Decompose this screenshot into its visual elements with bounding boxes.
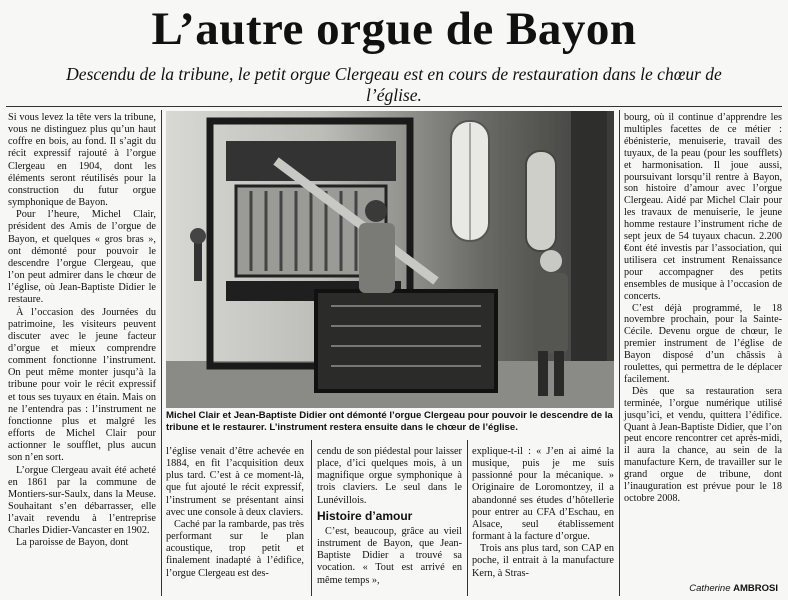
paragraph: C’est déjà programmé, le 18 novembre prochain, pour la Sainte-Cécile. Devenu orgue de chœur, le premier instrument de l’église de Bayon disposé d’un châssis à roulettes, qui permettra de le déplacer facilement. (624, 302, 782, 385)
paragraph: Trois ans plus tard, son CAP en poche, il entrait à la manufacture Kern, à Stras- (472, 543, 614, 579)
column-5 (624, 112, 782, 505)
paragraph: bourg, où il continue d’apprendre les multiples facettes de ce métier : ébénisterie, menuiserie, travail des tuyaux, de la peau (pour les soufflets) et harmonisation. Il joue aussi, poursuivant lorsqu’il rentre à Bayon, son histoire d’amour avec l’orgue Clergeau. Aidé par Michel Clair pour les travaux de menuiserie, le jeune homme restaure l’instrument riche de sept jeux de 54 tuyaux chacun. 2.200 €ont été investis par l’association, qui utilisera cet instrument Renaissance pour accompagner des petits ensembles de musique à l’occasion de concerts. (624, 112, 782, 302)
section-heading: Histoire d’amour (317, 508, 413, 523)
column-4 (472, 446, 614, 580)
organ-photo (166, 111, 614, 408)
column-rule (619, 110, 620, 596)
photo-caption: Michel Clair et Jean-Baptiste Didier ont démonté l’orgue Clergeau pour pouvoir le descendre de la tribune et le restaurer. L’instrument restera ensuite dans le chœur de l’église. (166, 410, 613, 433)
column-rule (467, 440, 468, 596)
paragraph: Caché par la rambarde, pas très performant sur le plan acoustique, trop petit et finalement inadapté à l’édifice, l’orgue Clergeau est des- (166, 518, 304, 579)
paragraph: L’orgue Clergeau avait été acheté en 1861 par la commune de Montiers-sur-Saulx, dans la Meuse. Souhaitant s’en débarrasser, elle l’avait revendu à l’entreprise Charles Didier-Vancaster en 1902. (8, 464, 156, 537)
paragraph: Pour l’heure, Michel Clair, président des Amis de l’orgue de Bayon, et quelques « gros bras », ont démonté pour pouvoir le descendre l’orgue Clergeau, que l’on peut admirer dans le chœur de l’église, où Jean-Baptiste Didier le restaure. (8, 209, 156, 306)
paragraph: C’est, beaucoup, grâce au vieil instrument de Bayon, que Jean-Baptiste Didier a trouvé sa vocation. « Tout est arrivé en même temps », (317, 525, 462, 586)
column-3 (317, 446, 462, 587)
column-rule (161, 110, 162, 596)
subtitle: Descendu de la tribune, le petit orgue Clergeau est en cours de restauration dans le chœur de l’église. (66, 64, 722, 105)
header-rule (6, 106, 782, 107)
headline: L’autre orgue de Bayon (151, 3, 637, 55)
author-signature (689, 583, 778, 594)
paragraph: l’église venait d’être achevée en 1884, en fit l’acquisition deux plus tard. C’est à ce moment-là, que fut ajouté le récit expressif, l’instrument se présentant ainsi avec une console à deux claviers. (166, 446, 304, 518)
organ-illustration (166, 111, 614, 408)
paragraph: Si vous levez la tête vers la tribune, vous ne distinguez plus qu’un haut coffre en bois, au fond. Il s’agit du récit expressif rajouté à l’orgue Clergeau en 1904, dont les éléments seront réutilisés pour la construction du futur orgue symphonique de Bayon. (8, 112, 156, 209)
column-rule (311, 440, 312, 596)
paragraph: À l’occasion des Journées du patrimoine, les visiteurs peuvent discuter avec le jeune facteur d’orgue et mieux comprendre comment fonctionne l’instrument. On peut même monter jusqu’à la tribune pour voir le récit expressif et tous ses tuyaux en étain. Mais on ne l’entendra pas : l’instrument ne fonctionne plus et malgré les efforts de Michel Clair pour actionner le soufflet, plus aucun son n’en sort. (8, 306, 156, 464)
paragraph: cendu de son piédestal pour laisser place, d’ici quelques mois, à un magnifique orgue symphonique à trois claviers. Le seul dans le Lunévillois. (317, 446, 462, 506)
column-1 (8, 112, 156, 550)
paragraph: explique-t-il : « J’en ai aimé la musique, puis je me suis passionné pour la mécanique. » Originaire de Loromontzey, il a abandonné ses études d’hôtellerie pour entrer au CFA d’Eschau, en Alsace, seul établissement formant à la facture d’orgue. (472, 446, 614, 543)
column-2 (166, 446, 304, 580)
author-first-name: Catherine (689, 583, 731, 594)
paragraph: Dès que sa restauration sera terminée, l’orgue numérique utilisé jusqu’ici, et vendu, quittera l’édifice. Quant à Jean-Baptiste Didier, que l’on peut encore rencontrer cet après-midi, il aura la chance, au sein de la manufacture Kern, de travailler sur le grand orgue de tribune, dont l’inauguration est prévue pour le 18 octobre 2008. (624, 385, 782, 504)
paragraph: La paroisse de Bayon, dont (16, 537, 129, 549)
author-last-name: AMBROSI (733, 583, 778, 594)
